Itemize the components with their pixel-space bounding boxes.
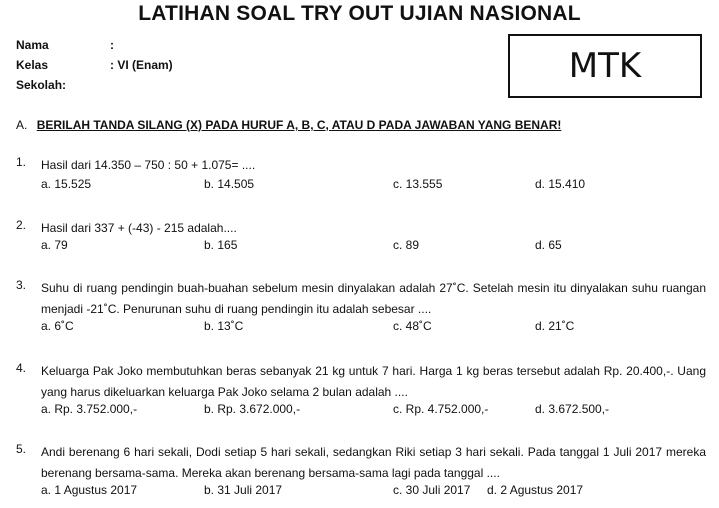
question-number: 5.	[16, 442, 27, 456]
option-row	[41, 319, 711, 337]
instruction-letter: A.	[16, 118, 28, 132]
option-d: d. 2 Agustus 2017	[487, 483, 584, 497]
kelas-value: : VI (Enam)	[110, 58, 173, 72]
option-b: b. 13˚C	[204, 319, 244, 333]
option-row	[41, 177, 711, 195]
question-number: 2.	[16, 218, 27, 232]
option-a: a. 1 Agustus 2017	[41, 483, 138, 497]
option-b: b. 165	[204, 238, 238, 252]
option-b: b. 14.505	[204, 177, 255, 191]
question-text: Andi berenang 6 hari sekali, Dodi setiap 5 hari sekali, sedangkan Riki setiap 3 hari sekali. Pada tanggal 1 Juli 2017 mereka berenang bersama-sama. Mereka akan berenang bersama-sama lagi pada tanggal ....	[41, 445, 706, 480]
subject-box: MTK	[508, 34, 702, 98]
instruction	[16, 118, 561, 132]
option-c: c. Rp. 4.752.000,-	[393, 402, 489, 416]
option-d: d. 21˚C	[535, 319, 575, 333]
question-text: Hasil dari 14.350 – 750 : 50 + 1.075= ....	[41, 158, 256, 172]
question-text: Keluarga Pak Joko membutuhkan beras sebanyak 21 kg untuk 7 hari. Harga 1 kg beras tersebut adalah Rp. 20.400,-. Uang yang harus dikeluarkan keluarga Pak Joko selama 2 bulan adalah ....	[41, 364, 706, 399]
option-c: c. 89	[393, 238, 420, 252]
nama-label: Nama	[16, 38, 49, 52]
option-d: d. 15.410	[535, 177, 586, 191]
option-a: a. 15.525	[41, 177, 92, 191]
question-text: Suhu di ruang pendingin buah-buahan sebelum mesin dinyalakan adalah 27˚C. Setelah mesin itu dinyalakan suhu ruangan menjadi -21˚C. Penurunan suhu di ruang pendingin itu adalah sebesar ....	[41, 281, 706, 316]
nama-value: :	[110, 38, 114, 52]
sekolah-label: Sekolah:	[16, 78, 67, 92]
page-title: LATIHAN SOAL TRY OUT UJIAN NASIONAL	[138, 2, 581, 25]
kelas-label: Kelas	[16, 58, 49, 72]
option-row	[41, 483, 711, 501]
option-c: c. 13.555	[393, 177, 443, 191]
option-row	[41, 238, 711, 256]
option-b: b. 31 Juli 2017	[204, 483, 283, 497]
option-d: d. 65	[535, 238, 562, 252]
option-a: a. Rp. 3.752.000,-	[41, 402, 138, 416]
question-text: Hasil dari 337 + (-43) - 215 adalah....	[41, 221, 237, 235]
option-c: c. 48˚C	[393, 319, 432, 333]
option-a: a. 6˚C	[41, 319, 74, 333]
option-a: a. 79	[41, 238, 68, 252]
option-b: b. Rp. 3.672.000,-	[204, 402, 301, 416]
question-number: 3.	[16, 278, 27, 292]
question-number: 4.	[16, 361, 27, 375]
option-d: d. 3.672.500,-	[535, 402, 610, 416]
question-number: 1.	[16, 155, 27, 169]
option-c: c. 30 Juli 2017	[393, 483, 471, 497]
option-row	[41, 402, 711, 420]
instruction-text: BERILAH TANDA SILANG (X) PADA HURUF A, B, C, ATAU D PADA JAWABAN YANG BENAR!	[36, 118, 562, 132]
